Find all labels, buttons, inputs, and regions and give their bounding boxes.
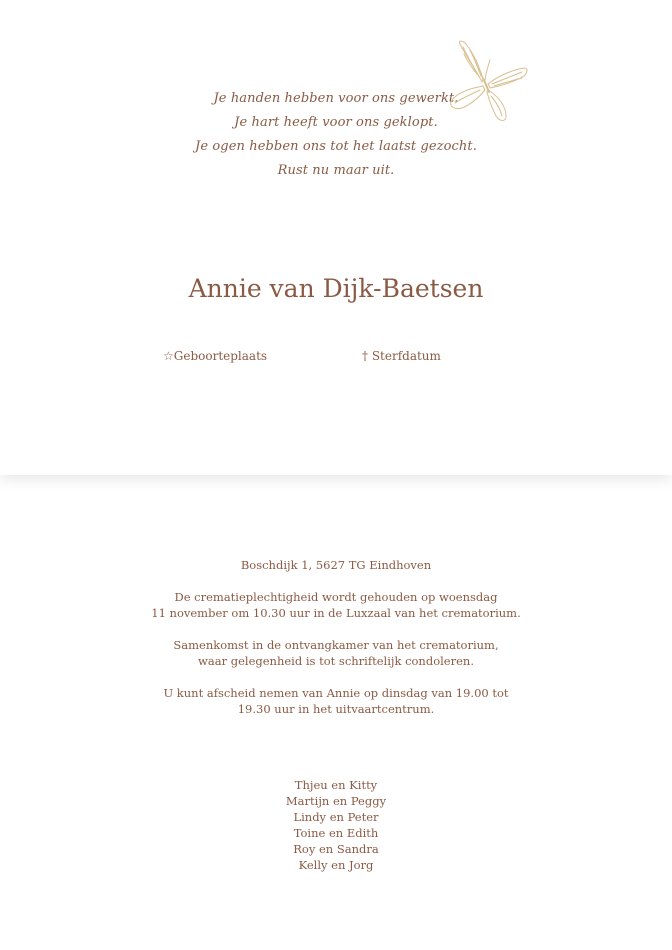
death-info — [362, 349, 441, 363]
death-label: Sterfdatum — [371, 349, 441, 363]
poem-line: Je handen hebben voor ons gewerkt. — [213, 91, 459, 106]
family-member: Lindy en Peter — [293, 810, 379, 824]
family-member: Martijn en Peggy — [285, 794, 387, 808]
family-member: Kelly en Jorg — [298, 858, 374, 872]
gathering-line: Samenkomst in de ontvangkamer van het crematorium, — [173, 638, 499, 652]
butterfly-icon — [446, 38, 530, 130]
gathering-line: waar gelegenheid is tot schriftelijk condoleren. — [198, 654, 474, 668]
birth-label: Geboorteplaats — [173, 349, 268, 363]
gathering-text — [0, 637, 672, 669]
address — [0, 557, 672, 573]
cross-icon: † — [362, 349, 368, 363]
farewell-line: U kunt afscheid nemen van Annie op dinsdag van 19.00 tot — [163, 686, 509, 700]
family-member: Roy en Sandra — [293, 842, 379, 856]
family-member: Toine en Edith — [293, 826, 379, 840]
poem-line: Je hart heeft voor ons geklopt. — [234, 115, 438, 130]
ceremony-line: De crematieplechtigheid wordt gehouden op woensdag — [174, 590, 498, 604]
deceased-name: Annie van Dijk-Baetsen — [188, 274, 484, 303]
address-line: Boschdijk 1, 5627 TG Eindhoven — [240, 558, 432, 572]
farewell-text — [0, 685, 672, 717]
poem — [0, 87, 672, 183]
star-icon: ☆ — [163, 349, 174, 363]
family-member: Thjeu en Kitty — [294, 778, 378, 792]
poem-line: Je ogen hebben ons tot het laatst gezocht. — [195, 139, 477, 154]
birth-info — [163, 349, 267, 363]
announcement-info — [0, 557, 672, 733]
farewell-line: 19.30 uur in het uitvaartcentrum. — [237, 702, 435, 716]
ceremony-text — [0, 589, 672, 621]
card-inside — [0, 475, 672, 950]
poem-line: Rust nu maar uit. — [277, 163, 395, 178]
ceremony-line: 11 november om 10.30 uur in de Luxzaal van het crematorium. — [151, 606, 521, 620]
family-list — [0, 777, 672, 873]
